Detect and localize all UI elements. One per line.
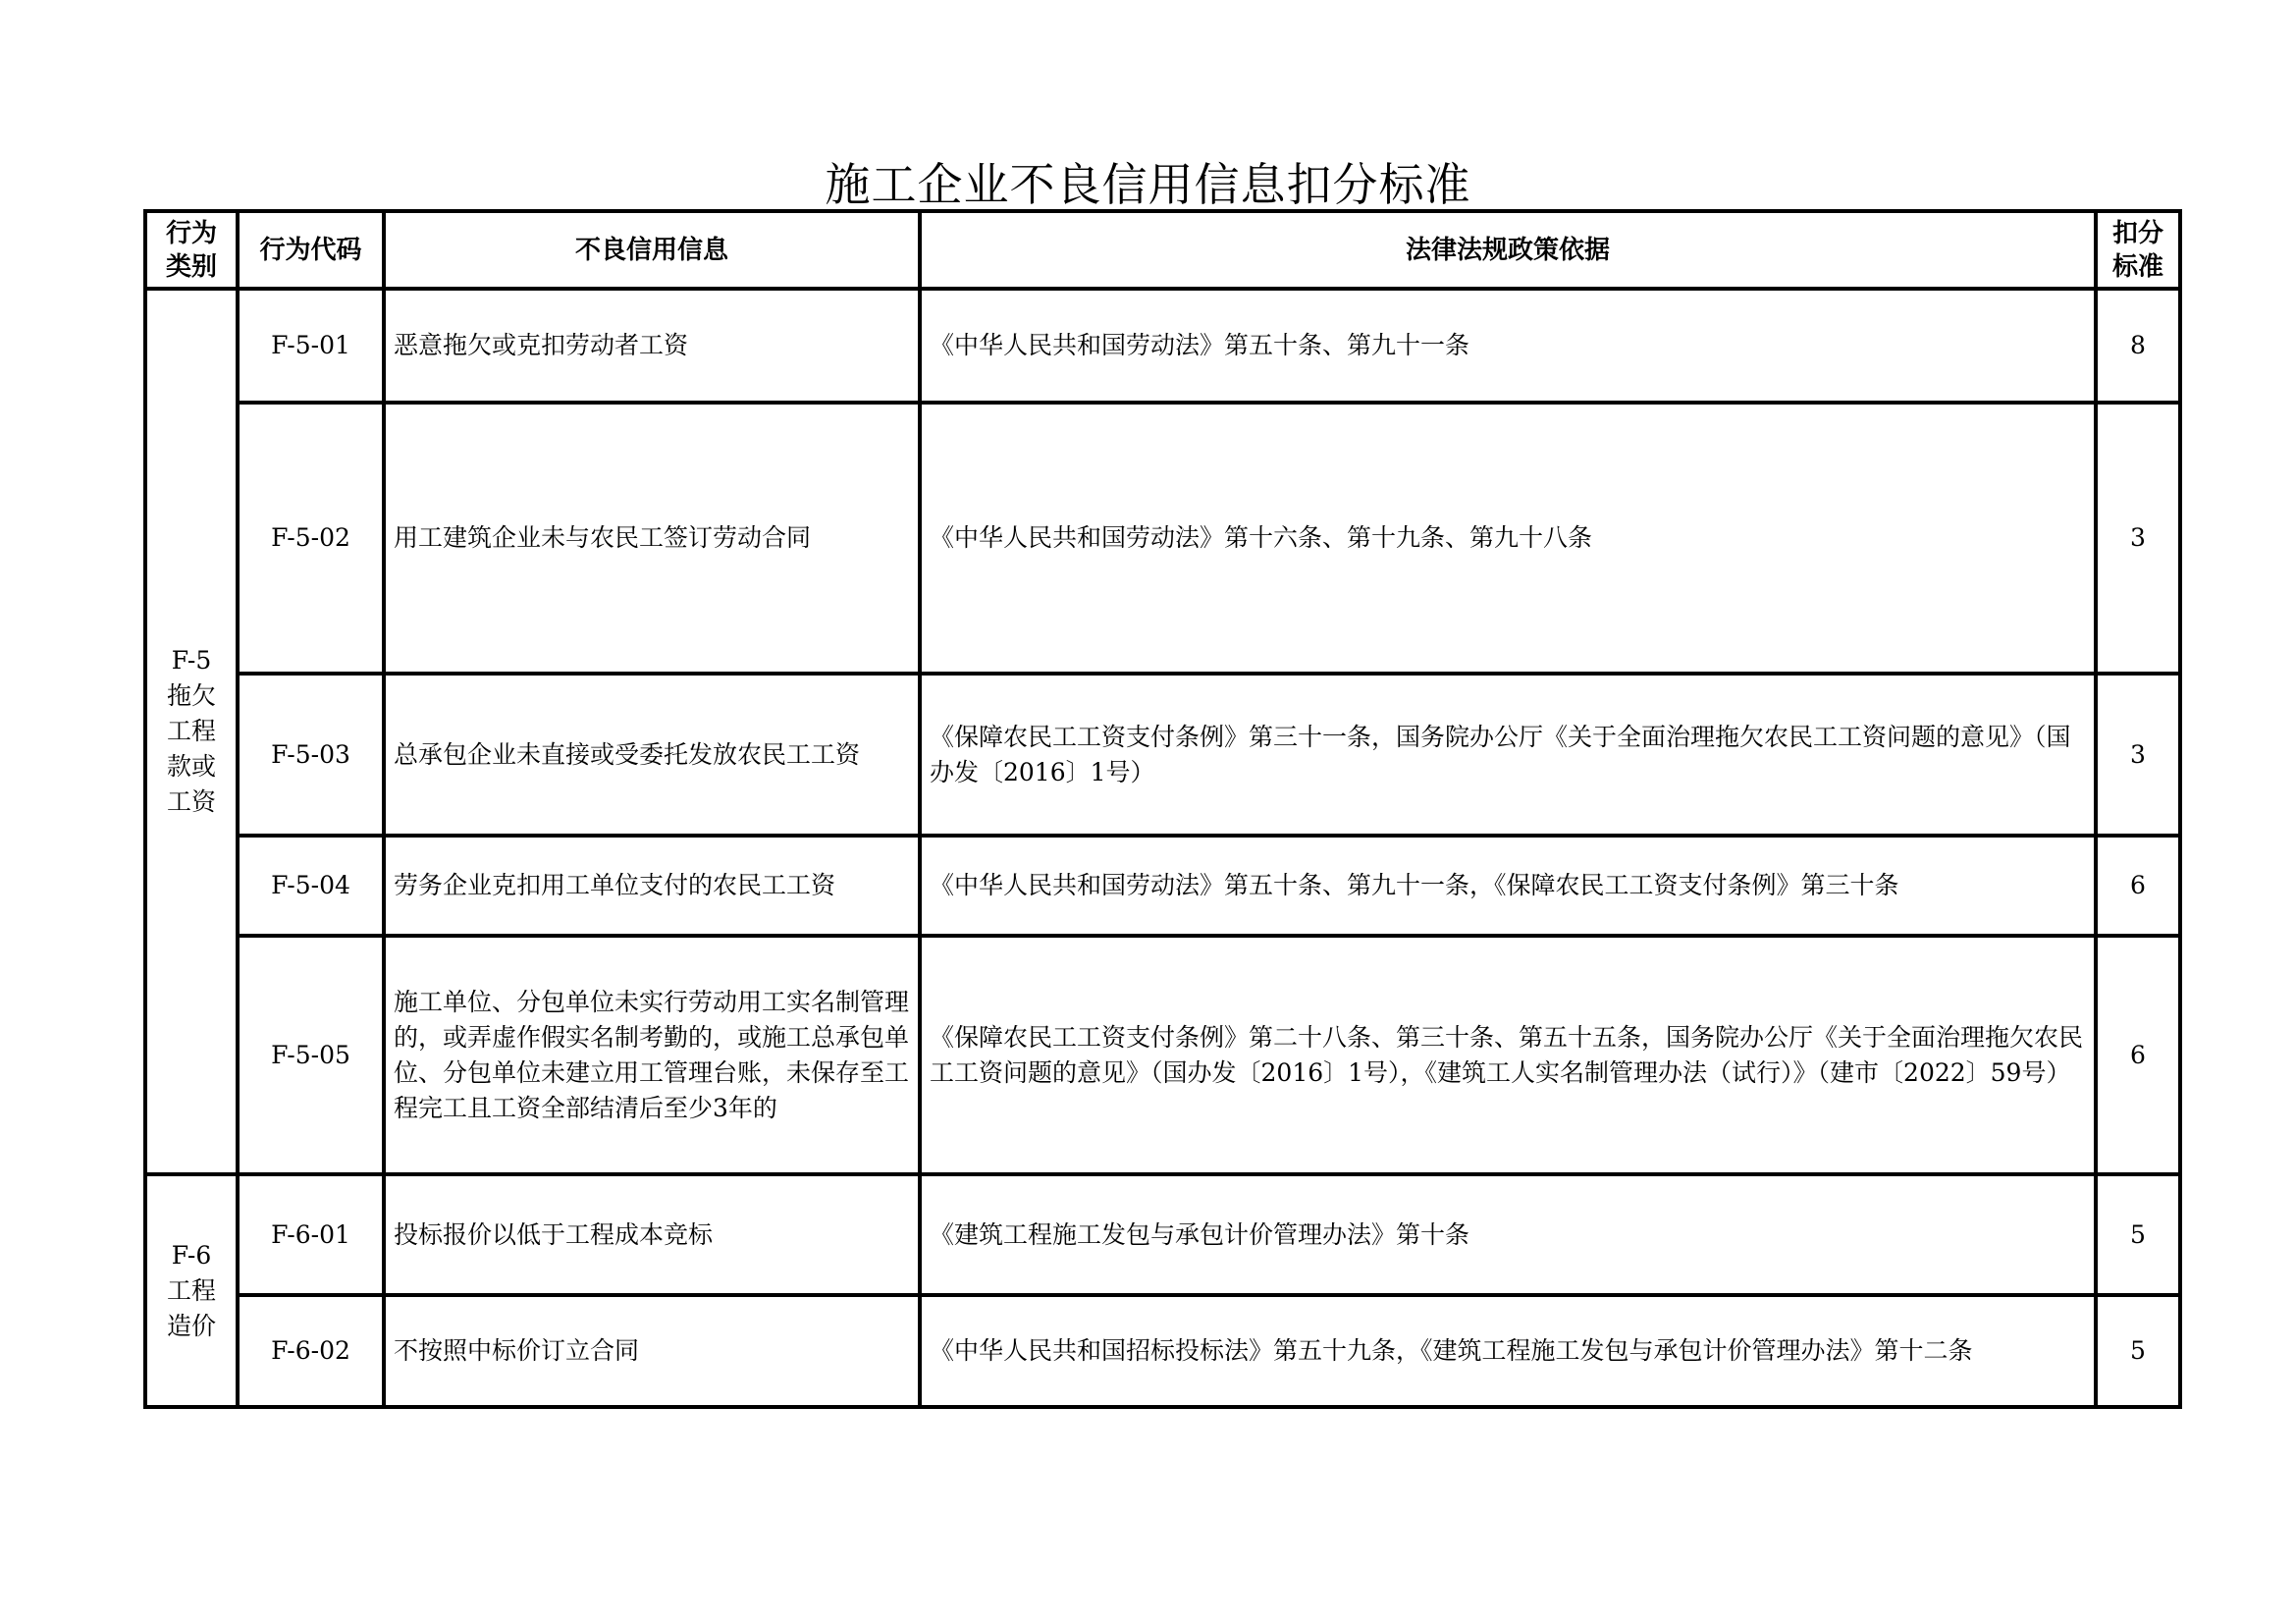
header-category [145, 211, 238, 289]
info-cell: 投标报价以低于工程成本竞标 [384, 1174, 920, 1295]
score-cell: 5 [2096, 1295, 2180, 1407]
basis-cell: 《保障农民工工资支付条例》第二十八条、第三十条、第五十五条，国务院办公厅《关于全面治理拖欠农民工工资问题的意见》（国办发〔2016〕1号），《建筑工人实名制管理办法（试行）》（建市〔2022〕59号） [920, 936, 2096, 1174]
category-cell-f5 [145, 289, 238, 1174]
category-text: 款或 [166, 752, 216, 781]
info-cell: 劳务企业克扣用工单位支付的农民工工资 [384, 836, 920, 936]
page-title: 施工企业不良信用信息扣分标准 [825, 158, 1471, 211]
table-row [145, 1174, 2180, 1295]
basis-cell: 《建筑工程施工发包与承包计价管理办法》第十条 [920, 1174, 2096, 1295]
info-cell: 用工建筑企业未与农民工签订劳动合同 [384, 403, 920, 674]
header-basis: 法律法规政策依据 [920, 211, 2096, 289]
category-text: 工资 [166, 787, 216, 816]
basis-cell: 《中华人民共和国招标投标法》第五十九条，《建筑工程施工发包与承包计价管理办法》第十二条 [920, 1295, 2096, 1407]
header-info: 不良信用信息 [384, 211, 920, 289]
code-cell: F-6-01 [238, 1174, 384, 1295]
category-code: F-6 [171, 1240, 212, 1270]
header-code: 行为代码 [238, 211, 384, 289]
category-code: F-5 [171, 646, 212, 675]
code-cell: F-5-03 [238, 674, 384, 836]
info-cell: 施工单位、分包单位未实行劳动用工实名制管理的，或弄虚作假实名制考勤的，或施工总承包单位、分包单位未建立用工管理台账，未保存至工程完工且工资全部结清后至少3年的 [384, 936, 920, 1174]
score-cell: 5 [2096, 1174, 2180, 1295]
score-cell: 3 [2096, 403, 2180, 674]
header-score [2096, 211, 2180, 289]
table-row [145, 674, 2180, 836]
basis-cell: 《中华人民共和国劳动法》第五十条、第九十一条 [920, 289, 2096, 403]
category-text: 工程 [166, 1275, 216, 1305]
header-score-line1: 扣分 [2111, 218, 2163, 248]
category-text: 拖欠 [166, 681, 216, 710]
score-cell: 6 [2096, 936, 2180, 1174]
score-cell: 6 [2096, 836, 2180, 936]
basis-cell: 《中华人民共和国劳动法》第十六条、第十九条、第九十八条 [920, 403, 2096, 674]
score-cell: 3 [2096, 674, 2180, 836]
code-cell: F-5-02 [238, 403, 384, 674]
score-cell: 8 [2096, 289, 2180, 403]
table-row [145, 1295, 2180, 1407]
code-cell: F-5-05 [238, 936, 384, 1174]
category-cell-f6 [145, 1174, 238, 1407]
header-category-line2: 类别 [165, 251, 217, 282]
table-row [145, 289, 2180, 403]
code-cell: F-5-01 [238, 289, 384, 403]
info-cell: 总承包企业未直接或受委托发放农民工工资 [384, 674, 920, 836]
credit-deduction-table [143, 209, 2182, 1409]
table-row [145, 836, 2180, 936]
basis-cell: 《中华人民共和国劳动法》第五十条、第九十一条，《保障农民工工资支付条例》第三十条 [920, 836, 2096, 936]
category-text: 工程 [166, 717, 216, 745]
table-row [145, 403, 2180, 674]
info-cell: 不按照中标价订立合同 [384, 1295, 920, 1407]
basis-cell: 《保障农民工工资支付条例》第三十一条，国务院办公厅《关于全面治理拖欠农民工工资问题的意见》（国办发〔2016〕1号） [920, 674, 2096, 836]
info-cell: 恶意拖欠或克扣劳动者工资 [384, 289, 920, 403]
header-category-line1: 行为 [165, 218, 217, 248]
code-cell: F-6-02 [238, 1295, 384, 1407]
header-score-line2: 标准 [2111, 251, 2163, 282]
table-row [145, 936, 2180, 1174]
code-cell: F-5-04 [238, 836, 384, 936]
category-text: 造价 [166, 1311, 216, 1340]
header-row [145, 211, 2180, 289]
